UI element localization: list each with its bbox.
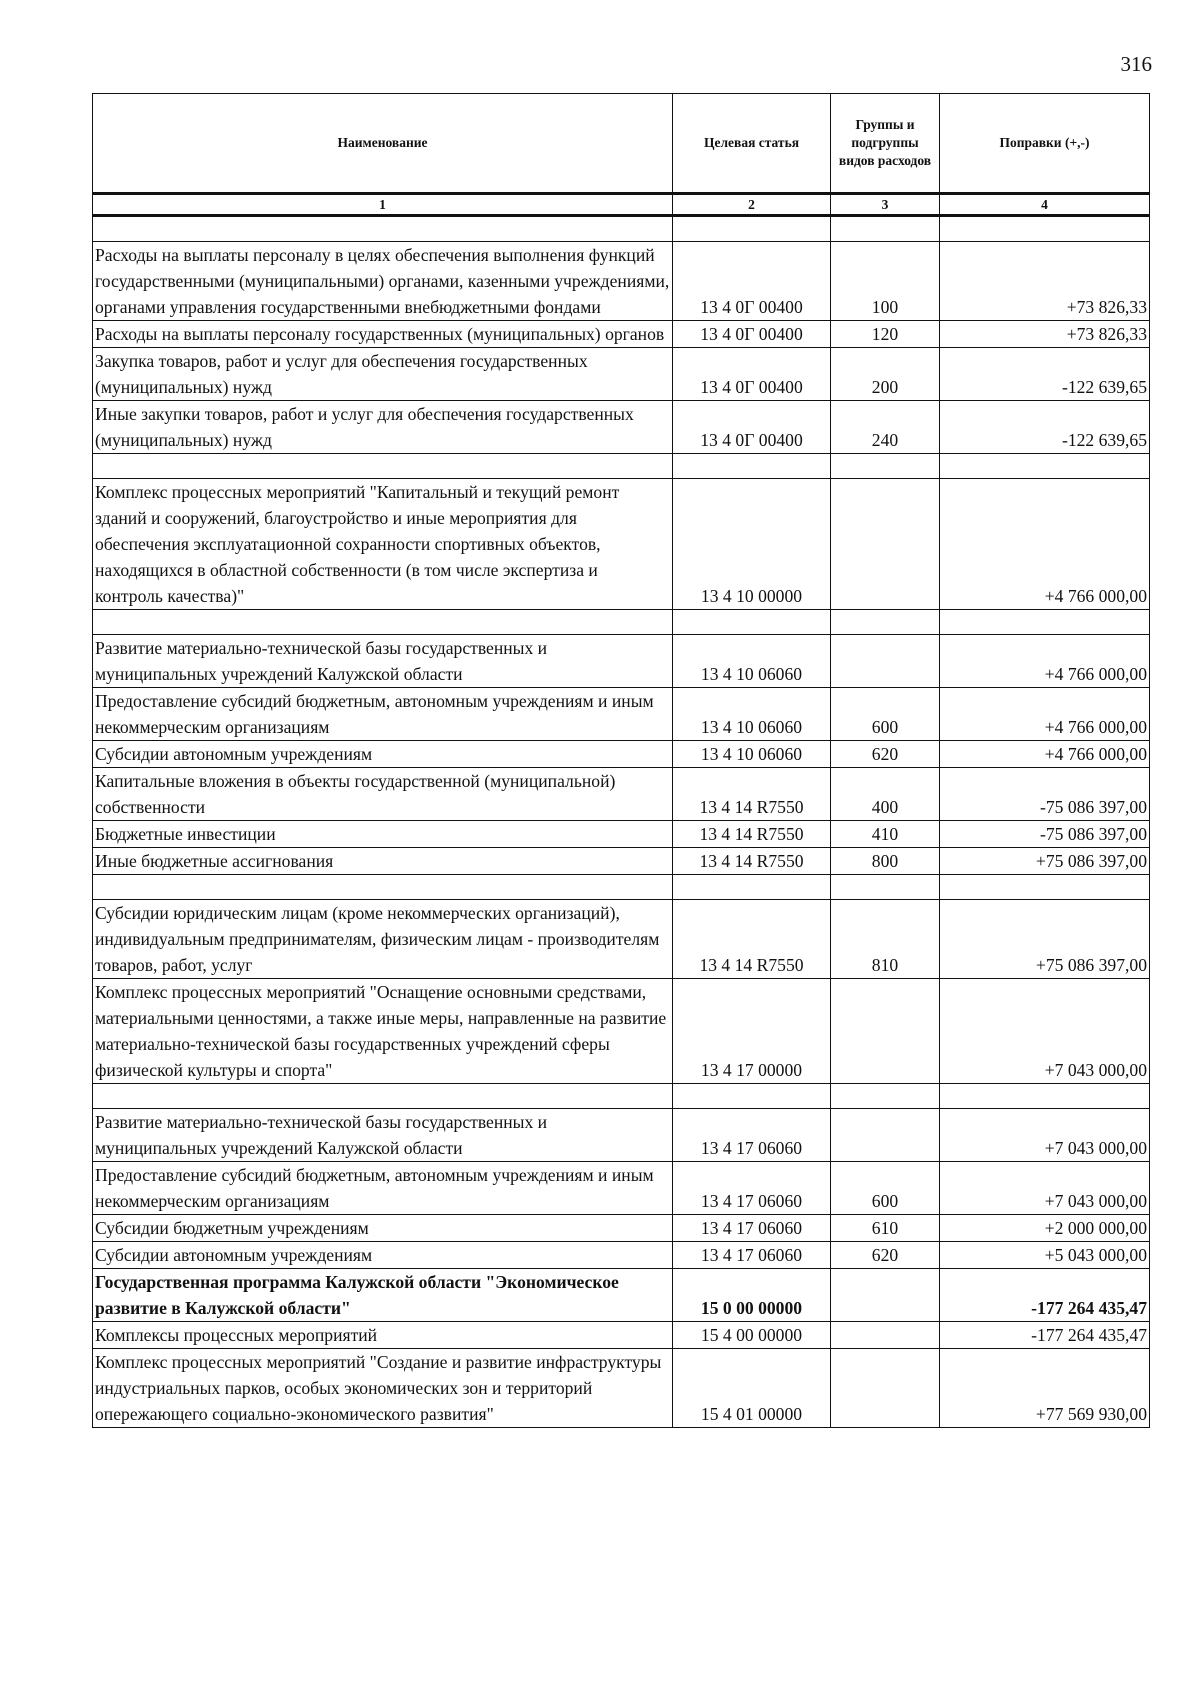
target-article-cell: 13 4 14 R7550 <box>673 768 831 821</box>
target-article-cell: 13 4 10 06060 <box>673 688 831 741</box>
spacer-cell <box>831 216 940 242</box>
spacer-row <box>93 875 1150 900</box>
amendment-amount-cell: +7 043 000,00 <box>940 979 1150 1084</box>
amendment-amount-cell: +7 043 000,00 <box>940 1162 1150 1215</box>
column-number-4: 4 <box>940 194 1150 216</box>
expense-group-cell: 800 <box>831 848 940 875</box>
expense-group-cell: 610 <box>831 1215 940 1242</box>
table-row <box>93 900 1150 979</box>
name-cell: Комплекс процессных мероприятий "Капитальный и текущий ремонт зданий и сооружений, благоустройство и иные мероприятия для обеспечения эксплуатационной сохранности спортивных объектов, находящихся в областной собственности (в том числе экспертиза и контроль качества)" <box>93 479 673 610</box>
amendment-amount-cell: +77 569 930,00 <box>940 1349 1150 1428</box>
spacer-cell <box>673 454 831 479</box>
table-row <box>93 688 1150 741</box>
table-row <box>93 768 1150 821</box>
name-cell: Комплексы процессных мероприятий <box>93 1322 673 1349</box>
column-number-1: 1 <box>93 194 673 216</box>
name-cell: Субсидии бюджетным учреждениям <box>93 1215 673 1242</box>
table-row <box>93 479 1150 610</box>
amendment-amount-cell: +75 086 397,00 <box>940 900 1150 979</box>
amendment-amount-cell: -122 639,65 <box>940 348 1150 401</box>
amendment-amount-cell: +4 766 000,00 <box>940 741 1150 768</box>
target-article-cell: 13 4 0Г 00400 <box>673 401 831 454</box>
amendment-amount-cell: +73 826,33 <box>940 242 1150 321</box>
name-cell: Расходы на выплаты персоналу в целях обеспечения выполнения функций государственными (муниципальными) органами, казенными учреждениями, органами управления государственными внебюджетными фондами <box>93 242 673 321</box>
amendment-amount-cell: -122 639,65 <box>940 401 1150 454</box>
expense-group-cell <box>831 1322 940 1349</box>
table-row <box>93 1109 1150 1162</box>
target-article-cell: 15 4 01 00000 <box>673 1349 831 1428</box>
target-article-cell: 13 4 17 06060 <box>673 1242 831 1269</box>
table-row <box>93 1242 1150 1269</box>
amendment-amount-cell: +2 000 000,00 <box>940 1215 1150 1242</box>
expense-group-cell: 400 <box>831 768 940 821</box>
amendment-amount-cell: -75 086 397,00 <box>940 768 1150 821</box>
expense-group-cell <box>831 1109 940 1162</box>
name-cell: Субсидии автономным учреждениям <box>93 741 673 768</box>
table-row <box>93 821 1150 848</box>
expense-group-cell: 200 <box>831 348 940 401</box>
table-body <box>93 216 1150 1428</box>
name-cell: Комплекс процессных мероприятий "Оснащение основными средствами, материальными ценностями, а также иные меры, направленные на развитие материально-технической базы государственных учреждений сферы физической культуры и спорта" <box>93 979 673 1084</box>
amendment-amount-cell: +7 043 000,00 <box>940 1109 1150 1162</box>
name-cell: Предоставление субсидий бюджетным, автономным учреждениям и иным некоммерческим организациям <box>93 688 673 741</box>
spacer-row <box>93 216 1150 242</box>
amendment-amount-cell: +75 086 397,00 <box>940 848 1150 875</box>
spacer-cell <box>673 610 831 635</box>
spacer-cell <box>93 454 673 479</box>
target-article-cell: 13 4 10 06060 <box>673 635 831 688</box>
amendment-amount-cell: +4 766 000,00 <box>940 479 1150 610</box>
expense-group-cell: 620 <box>831 1242 940 1269</box>
expense-group-cell: 810 <box>831 900 940 979</box>
target-article-cell: 15 4 00 00000 <box>673 1322 831 1349</box>
expense-group-cell <box>831 479 940 610</box>
name-cell: Субсидии юридическим лицам (кроме некоммерческих организаций), индивидуальным предпринимателям, физическим лицам - производителям товаров, работ, услуг <box>93 900 673 979</box>
target-article-cell: 13 4 17 06060 <box>673 1215 831 1242</box>
target-article-cell: 13 4 17 06060 <box>673 1162 831 1215</box>
table-row <box>93 321 1150 348</box>
name-cell: Развитие материально-технической базы государственных и муниципальных учреждений Калужской области <box>93 635 673 688</box>
name-cell: Предоставление субсидий бюджетным, автономным учреждениям и иным некоммерческим организациям <box>93 1162 673 1215</box>
budget-amendments-table <box>92 93 1150 1428</box>
header-target-article: Целевая статья <box>673 94 831 194</box>
expense-group-cell: 240 <box>831 401 940 454</box>
name-cell: Государственная программа Калужской области "Экономическое развитие в Калужской области" <box>93 1269 673 1322</box>
target-article-cell: 13 4 17 00000 <box>673 979 831 1084</box>
spacer-row <box>93 1084 1150 1109</box>
amendment-amount-cell: -177 264 435,47 <box>940 1269 1150 1322</box>
target-article-cell: 13 4 0Г 00400 <box>673 242 831 321</box>
spacer-cell <box>940 216 1150 242</box>
column-number-3: 3 <box>831 194 940 216</box>
column-number-row <box>93 194 1150 216</box>
spacer-cell <box>673 875 831 900</box>
target-article-cell: 13 4 14 R7550 <box>673 900 831 979</box>
spacer-cell <box>93 875 673 900</box>
target-article-cell: 13 4 14 R7550 <box>673 848 831 875</box>
expense-group-cell: 100 <box>831 242 940 321</box>
amendment-amount-cell: -75 086 397,00 <box>940 821 1150 848</box>
expense-group-cell <box>831 1269 940 1322</box>
spacer-cell <box>93 1084 673 1109</box>
table-row <box>93 635 1150 688</box>
expense-group-cell: 620 <box>831 741 940 768</box>
expense-group-cell <box>831 1349 940 1428</box>
table-row <box>93 1349 1150 1428</box>
target-article-cell: 13 4 10 06060 <box>673 741 831 768</box>
table-row <box>93 1269 1150 1322</box>
table-row <box>93 1162 1150 1215</box>
table-row <box>93 242 1150 321</box>
table-row <box>93 979 1150 1084</box>
column-number-2: 2 <box>673 194 831 216</box>
amendment-amount-cell: +5 043 000,00 <box>940 1242 1150 1269</box>
target-article-cell: 15 0 00 00000 <box>673 1269 831 1322</box>
spacer-cell <box>831 1084 940 1109</box>
target-article-cell: 13 4 0Г 00400 <box>673 321 831 348</box>
name-cell: Бюджетные инвестиции <box>93 821 673 848</box>
amendment-amount-cell: -177 264 435,47 <box>940 1322 1150 1349</box>
spacer-cell <box>673 1084 831 1109</box>
header-name: Наименование <box>93 94 673 194</box>
spacer-cell <box>93 610 673 635</box>
spacer-row <box>93 454 1150 479</box>
spacer-cell <box>673 216 831 242</box>
name-cell: Иные закупки товаров, работ и услуг для обеспечения государственных (муниципальных) нужд <box>93 401 673 454</box>
table-row <box>93 1215 1150 1242</box>
name-cell: Субсидии автономным учреждениям <box>93 1242 673 1269</box>
expense-group-cell: 410 <box>831 821 940 848</box>
table-header-row <box>93 94 1150 194</box>
spacer-cell <box>940 454 1150 479</box>
target-article-cell: 13 4 14 R7550 <box>673 821 831 848</box>
spacer-cell <box>831 454 940 479</box>
amendment-amount-cell: +4 766 000,00 <box>940 635 1150 688</box>
name-cell: Развитие материально-технической базы государственных и муниципальных учреждений Калужской области <box>93 1109 673 1162</box>
spacer-cell <box>93 216 673 242</box>
spacer-cell <box>940 610 1150 635</box>
name-cell: Иные бюджетные ассигнования <box>93 848 673 875</box>
target-article-cell: 13 4 10 00000 <box>673 479 831 610</box>
name-cell: Комплекс процессных мероприятий "Создание и развитие инфраструктуры индустриальных парков, особых экономических зон и территорий опережающего социально-экономического развития" <box>93 1349 673 1428</box>
table-row <box>93 348 1150 401</box>
target-article-cell: 13 4 17 06060 <box>673 1109 831 1162</box>
table-row <box>93 1322 1150 1349</box>
expense-group-cell: 120 <box>831 321 940 348</box>
spacer-cell <box>940 1084 1150 1109</box>
spacer-cell <box>831 875 940 900</box>
expense-group-cell: 600 <box>831 688 940 741</box>
spacer-row <box>93 610 1150 635</box>
name-cell: Расходы на выплаты персоналу государственных (муниципальных) органов <box>93 321 673 348</box>
table-row <box>93 401 1150 454</box>
target-article-cell: 13 4 0Г 00400 <box>673 348 831 401</box>
table-row <box>93 741 1150 768</box>
name-cell: Капитальные вложения в объекты государственной (муниципальной) собственности <box>93 768 673 821</box>
header-expense-groups: Группы и подгруппы видов расходов <box>831 94 940 194</box>
name-cell: Закупка товаров, работ и услуг для обеспечения государственных (муниципальных) нужд <box>93 348 673 401</box>
expense-group-cell: 600 <box>831 1162 940 1215</box>
page-number: 316 <box>1120 52 1152 76</box>
expense-group-cell <box>831 635 940 688</box>
expense-group-cell <box>831 979 940 1084</box>
spacer-cell <box>831 610 940 635</box>
header-amendments: Поправки (+,-) <box>940 94 1150 194</box>
amendment-amount-cell: +4 766 000,00 <box>940 688 1150 741</box>
spacer-cell <box>940 875 1150 900</box>
table-row <box>93 848 1150 875</box>
amendment-amount-cell: +73 826,33 <box>940 321 1150 348</box>
